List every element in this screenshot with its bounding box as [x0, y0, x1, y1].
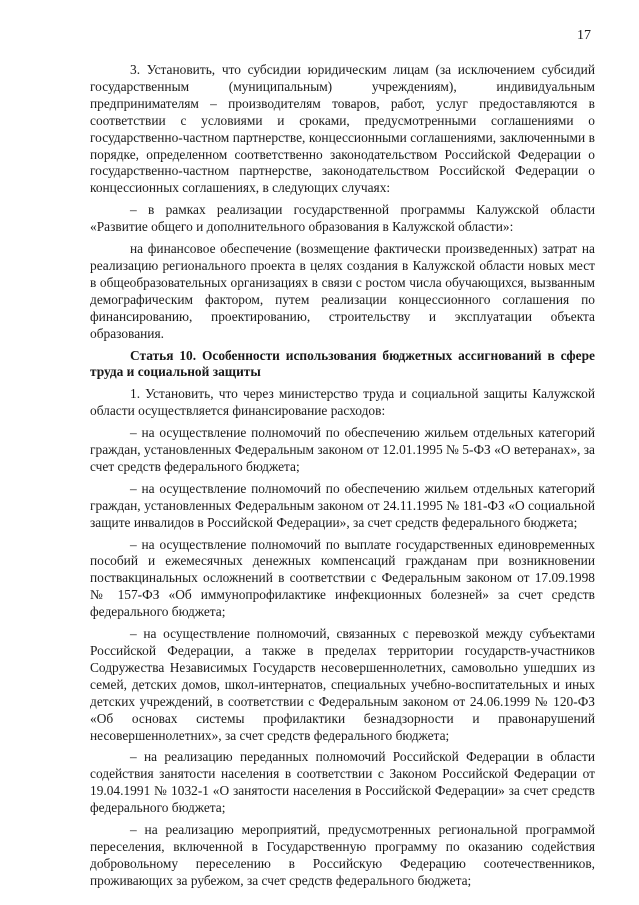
list-item-minors-transport: – на осуществление полномочий, связанных с перевозкой между субъектами Российской Федерации, а также в пределах территории государств-участников Содружества Независимых Государств несовершеннолетних, самовольно ушедших из семей, детских домов, школ-интернатов, специальных учебно-воспитательных и иных детских учреждений, в соответствии с Федеральным законом от 24.06.1999 № 120-ФЗ «Об основах системы профилактики безнадзорности и правонарушений несовершеннолетних», за счет средств федерального бюджета;	[90, 626, 595, 743]
paragraph-clause-3: 3. Установить, что субсидии юридическим лицам (за исключением субсидий государственным (муниципальным) учреждениям), индивидуальным предпринимателям – производителям товаров, работ, услуг предоставляются в соответствии с условиями и сроками, предусмотренными соглашениями о государственно-частном партнерстве, концессионными соглашениями, заключенными в порядке, определенном соответственно законодательством Российской Федерации о государственно-частном партнерстве, законодательством Российской Федерации о концессионных соглашениях, в следующих случаях:	[90, 62, 595, 196]
paragraph-concession-financing: на финансовое обеспечение (возмещение фактически произведенных) затрат на реализацию регионального проекта в целях создания в Калужской области новых мест в общеобразовательных организациях в связи с ростом числа обучающихся, вызванным демографическим фактором, путем реализации концессионного соглашения по финансированию, проектированию, строительству и эксплуатации объекта образования.	[90, 241, 595, 341]
list-item-resettlement: – на реализацию мероприятий, предусмотренных региональной программой переселения, включенной в Государственную программу по оказанию содействия добровольному переселению в Российскую Федерацию соотечественников, проживающих за рубежом, за счет средств федерального бюджета;	[90, 822, 595, 888]
list-item-disabled-housing: – на осуществление полномочий по обеспечению жильем отдельных категорий граждан, установленных Федеральным законом от 24.11.1995 № 181-ФЗ «О социальной защите инвалидов в Российской Федерации», за счет средств федерального бюджета;	[90, 480, 595, 530]
document-body	[90, 62, 595, 895]
page-number: 17	[577, 28, 591, 43]
list-item-employment: – на реализацию переданных полномочий Российской Федерации в области содействия занятости населения в соответствии с Законом Российской Федерации от 19.04.1991 № 1032-1 «О занятости населения в Российской Федерации» за счет средств федерального бюджета;	[90, 749, 595, 816]
list-item-veterans-housing: – на осуществление полномочий по обеспечению жильем отдельных категорий граждан, установленных Федеральным законом от 12.01.1995 № 5-ФЗ «О ветеранах», за счет средств федерального бюджета;	[90, 425, 595, 474]
article-10-heading: Статья 10. Особенности использования бюджетных ассигнований в сфере труда и социальной защиты	[90, 347, 595, 380]
paragraph-clause-1: 1. Установить, что через министерство труда и социальной защиты Калужской области осуществляется финансирование расходов:	[90, 386, 595, 419]
paragraph-program-education: – в рамках реализации государственной программы Калужской области «Развитие общего и дополнительного образования в Калужской области»:	[90, 202, 595, 235]
list-item-vaccination-compensation: – на осуществление полномочий по выплате государственных единовременных пособий и ежемесячных денежных компенсаций гражданам при возникновении поствакцинальных осложнений в соответствии с Федеральным законом от 17.09.1998 № 157-ФЗ «Об иммунопрофилактике инфекционных болезней» за счет средств федерального бюджета;	[90, 536, 595, 620]
